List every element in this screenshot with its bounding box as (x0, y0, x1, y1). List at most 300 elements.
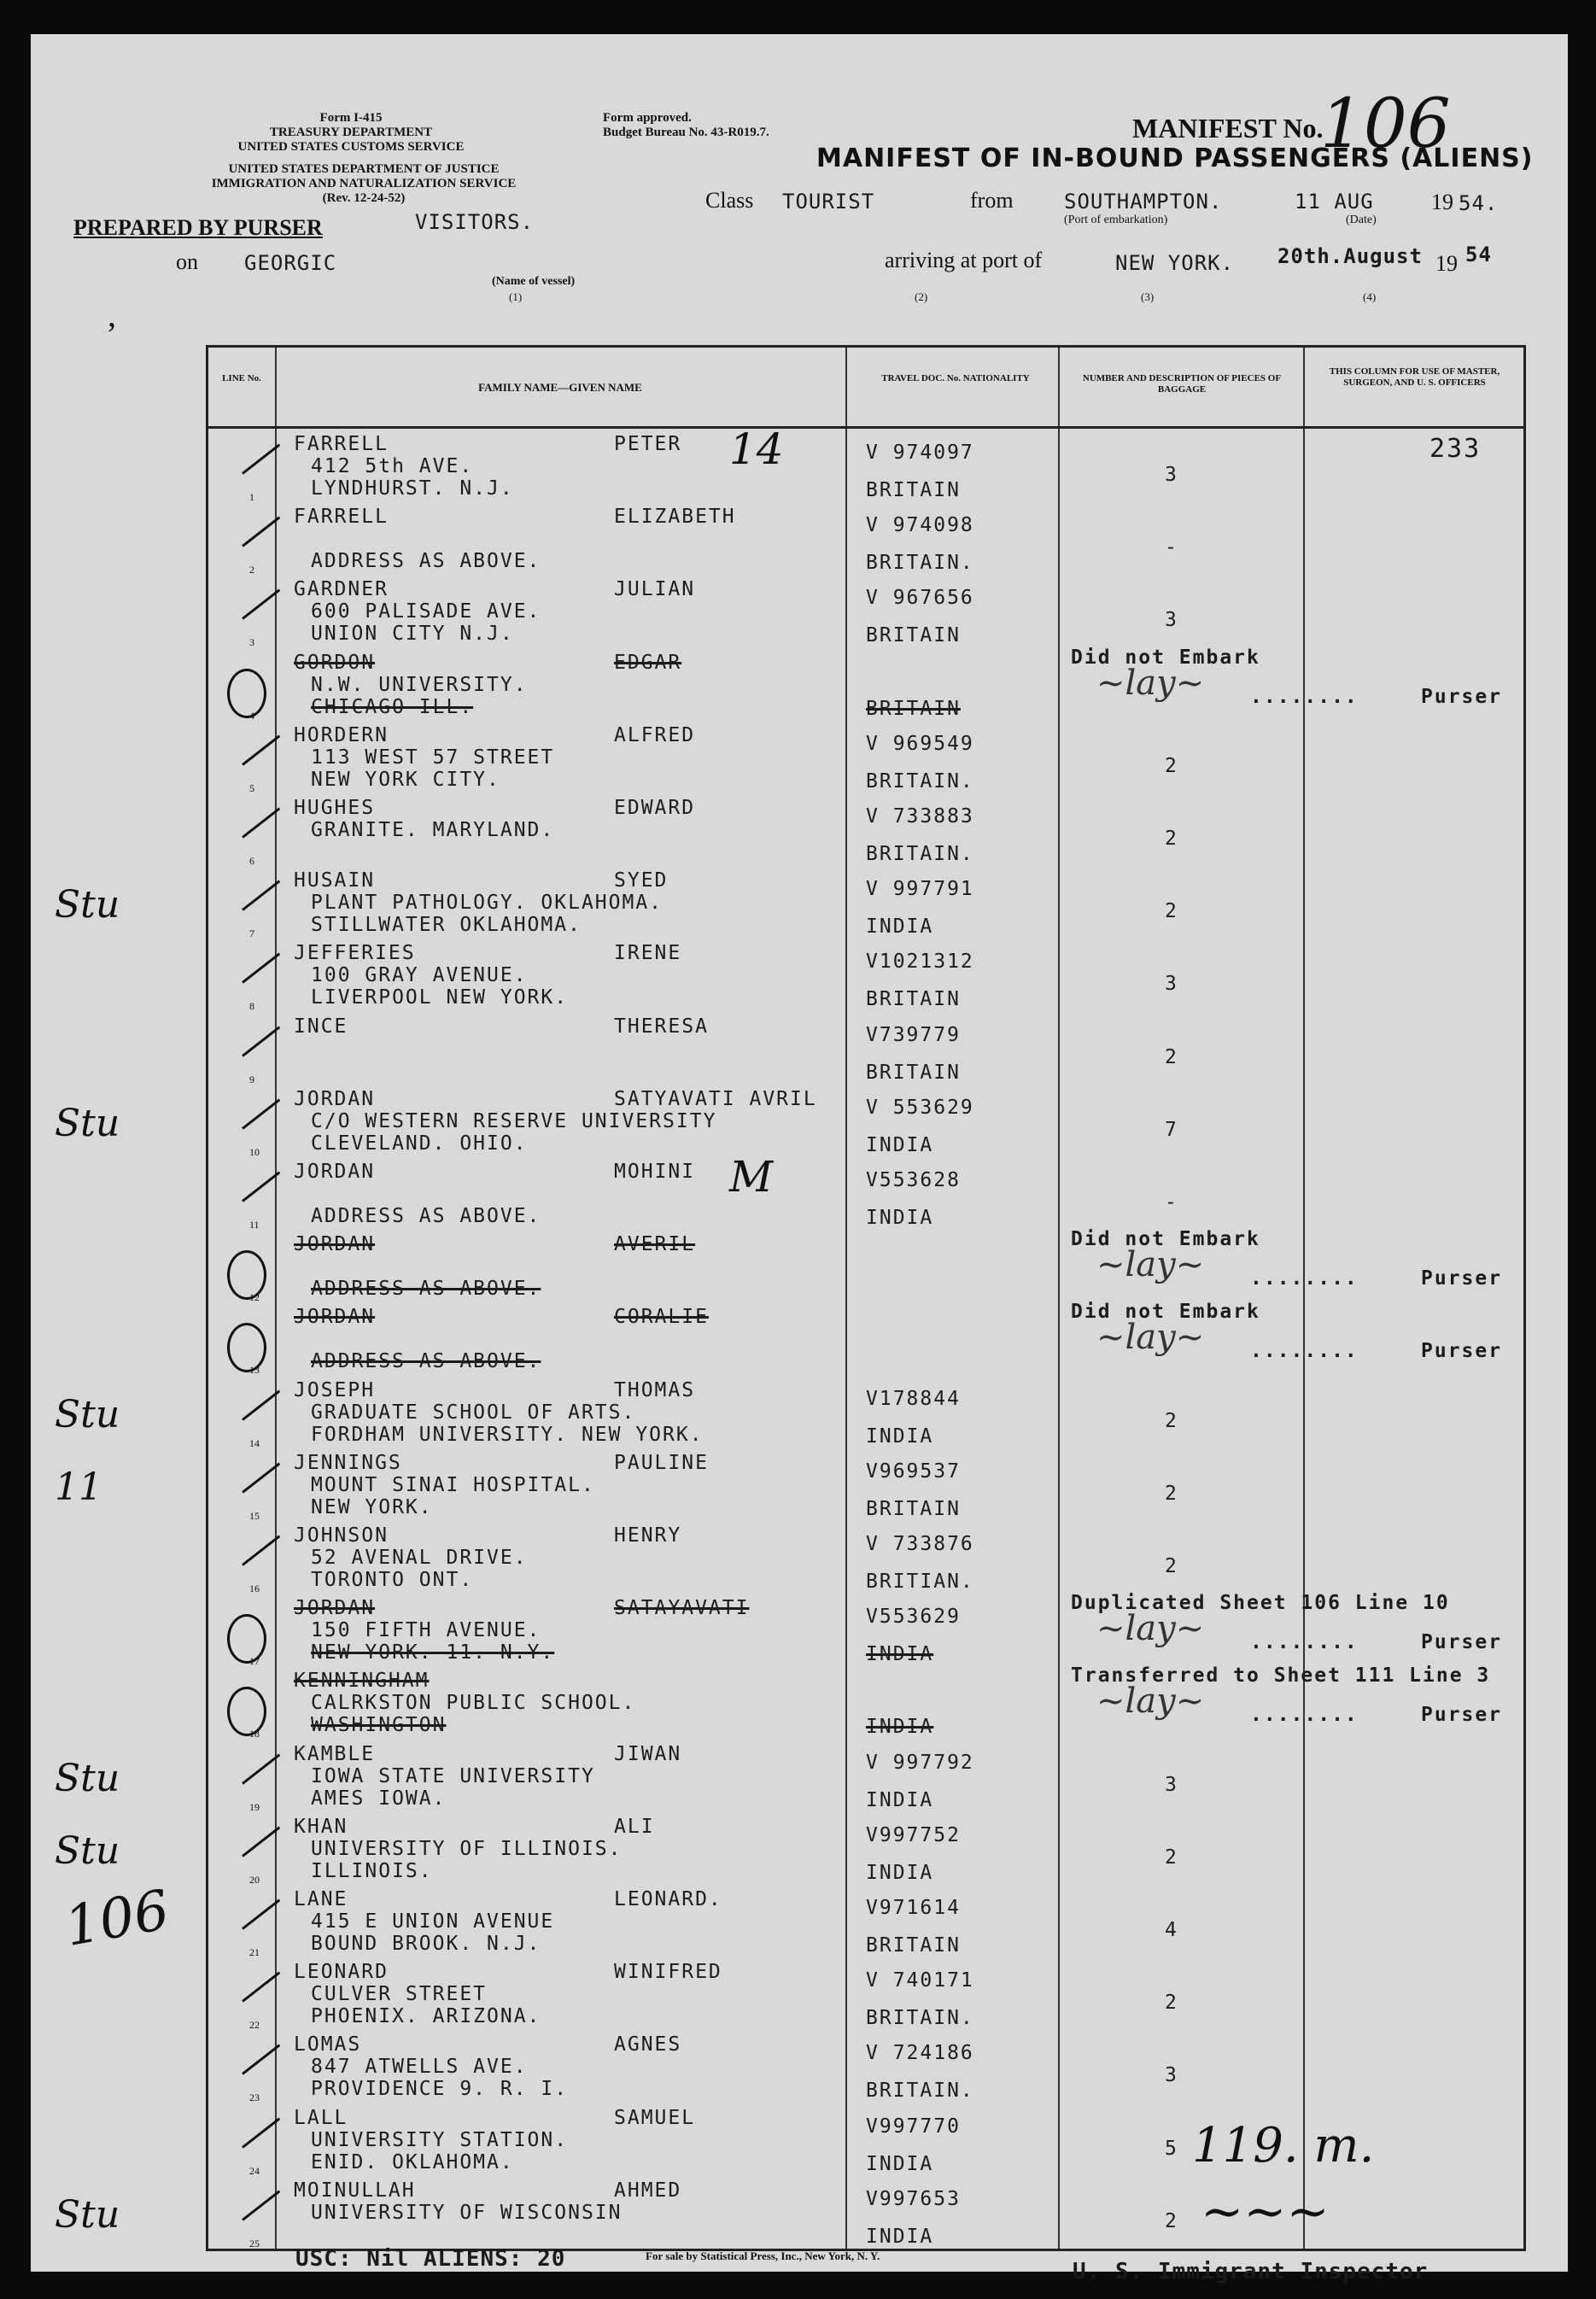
line-number: 7 (249, 927, 254, 940)
from-label: from (970, 188, 1014, 213)
address-line-2: BOUND BROOK. N.J. (311, 1933, 541, 1955)
family-name: JORDAN (294, 1233, 376, 1256)
address-line-1: PLANT PATHOLOGY. OKLAHOMA. (311, 892, 664, 915)
line-number: 17 (249, 1655, 260, 1668)
col-num-1: (1) (509, 290, 523, 303)
col-header-name: FAMILY NAME—GIVEN NAME (478, 381, 642, 394)
family-name: GORDON (294, 651, 376, 674)
baggage-count: 3 (1165, 2064, 1178, 2087)
baggage-count: 5 (1165, 2137, 1178, 2160)
margin-note: Stu (55, 1756, 120, 1800)
address-line-1: 847 ATWELLS AVE. (311, 2056, 528, 2079)
given-name: JULIAN (614, 578, 696, 601)
family-name: INCE (294, 1015, 348, 1038)
family-name: HORDERN (294, 723, 389, 746)
address-line-1: 113 WEST 57 STREET (311, 746, 555, 769)
address-line-2: NEW YORK CITY. (311, 768, 500, 791)
purser-signature: ~lay~ (1096, 1682, 1205, 1722)
address-line-2: UNION CITY N.J. (311, 623, 514, 646)
margin-note: Stu (55, 1828, 120, 1873)
line-number: 6 (249, 855, 254, 867)
line-number: 19 (249, 1800, 260, 1813)
check-mark (242, 1826, 280, 1857)
vessel-name: GEORGIC (244, 251, 337, 275)
table-row (208, 1957, 1523, 2031)
table-row (208, 939, 1523, 1012)
line-number: 15 (249, 1509, 260, 1522)
col-num-3: (3) (1141, 290, 1155, 303)
manifest-table (55, 345, 1526, 2251)
table-row (208, 1012, 1523, 1085)
travel-doc-number: V 740171 (866, 1969, 974, 1992)
arrival-date: 20th.August (1277, 244, 1423, 268)
line-number: 20 (249, 1873, 260, 1886)
given-name: ALFRED (614, 723, 696, 746)
table-row (208, 575, 1523, 648)
purser-label: ........ (1250, 1631, 1359, 1654)
family-name: HUGHES (294, 797, 376, 819)
justice-block: UNITED STATES DEPARTMENT OF JUSTICE IMMIGRATION AND NATURALIZATION SERVICE (Rev. 12-24-52) (211, 162, 517, 205)
given-name: PAULINE (614, 1451, 709, 1474)
family-name: JORDAN (294, 1087, 376, 1110)
line-number: 13 (249, 1364, 260, 1377)
baggage-count: 2 (1165, 1409, 1178, 1432)
arriving-label: arriving at port of (885, 248, 1043, 272)
address-line-1: 600 PALISADE AVE. (311, 600, 541, 623)
travel-doc-number: V 733876 (866, 1533, 974, 1555)
baggage-count: 2 (1165, 1045, 1178, 1068)
given-name: THERESA (614, 1015, 709, 1038)
check-mark (242, 1753, 280, 1784)
given-name: AGNES (614, 2033, 682, 2056)
given-name: MOHINI (614, 1161, 696, 1183)
check-mark (242, 589, 280, 620)
line-number: 12 (249, 1291, 260, 1304)
margin-note: Stu (55, 883, 120, 927)
family-name: LEONARD (294, 1961, 389, 1984)
nationality: INDIA (866, 1643, 934, 1666)
given-name: JIWAN (614, 1742, 682, 1765)
table-row (208, 793, 1523, 867)
arrival-port: NEW YORK. (1115, 251, 1235, 275)
on-label: on (176, 249, 198, 274)
family-name: LALL (294, 2106, 348, 2129)
line-number: 23 (249, 2091, 260, 2104)
table-row (208, 1594, 1523, 1667)
circled-line-number (227, 1250, 266, 1300)
nationality: INDIA (866, 1133, 934, 1156)
travel-doc-number: V 967656 (866, 587, 974, 610)
address-line-1: 412 5th AVE. (311, 455, 474, 477)
address-line-2: ADDRESS AS ABOVE. (311, 1278, 541, 1301)
address-line-1: CALRKSTON PUBLIC SCHOOL. (311, 1692, 636, 1715)
address-line-2: PHOENIX. ARIZONA. (311, 2005, 541, 2028)
baggage-count: 3 (1165, 1773, 1178, 1796)
table-row (208, 721, 1523, 794)
address-line-1: CULVER STREET (311, 1983, 488, 2006)
family-name: JOSEPH (294, 1378, 376, 1401)
line-number: 5 (249, 781, 254, 794)
table-row (55, 1740, 1523, 1813)
travel-doc-number: V 724186 (866, 2042, 974, 2065)
nationality: INDIA (866, 1788, 934, 1811)
inspector-signature: ~~~ (1201, 2182, 1330, 2242)
given-name: THOMAS (614, 1378, 696, 1401)
line-number: 25 (249, 2237, 260, 2249)
check-mark (242, 2117, 280, 2148)
check-mark (242, 517, 280, 547)
line-number: 22 (249, 2019, 260, 2032)
address-line-2: PROVIDENCE 9. R. I. (311, 2078, 569, 2101)
line-number: 18 (249, 1728, 260, 1740)
year-prefix: 19 (1431, 190, 1453, 214)
travel-doc-number: V 553629 (866, 1096, 974, 1119)
form-block-left: Form I-415 TREASURY DEPARTMENT UNITED STATES CUSTOMS SERVICE (237, 111, 465, 154)
travel-doc-number: V 969549 (866, 732, 974, 755)
family-name: GARDNER (294, 578, 389, 601)
travel-doc-number: V969537 (866, 1460, 961, 1483)
nationality: BRITAIN. (866, 769, 974, 793)
line-number: 14 (249, 1436, 260, 1449)
address-line-2: STILLWATER OKLAHOMA. (311, 914, 582, 937)
address-line-2: NEW YORK. 11. N.Y. (311, 1641, 555, 1664)
nationality: BRITAIN (866, 697, 961, 720)
given-name: AHMED (614, 2179, 682, 2202)
given-name: EDGAR (614, 651, 682, 674)
travel-doc-number: V178844 (866, 1387, 961, 1410)
nationality: BRITAIN (866, 1061, 961, 1084)
margin-comma: , (108, 295, 116, 334)
line-number: 21 (249, 1946, 260, 1958)
table-row (208, 1302, 1523, 1376)
officer-note: Did not Embark (1071, 1228, 1260, 1251)
given-name: ELIZABETH (614, 506, 736, 529)
col-header-line: LINE No. (222, 373, 261, 383)
travel-doc-number: V 974097 (866, 442, 974, 464)
year-value: 54. (1459, 191, 1499, 215)
baggage-count: 2 (1165, 900, 1178, 923)
manifest-number-label: MANIFEST No. (1132, 113, 1324, 143)
family-name: JORDAN (294, 1597, 376, 1620)
officer-note: Did not Embark (1071, 646, 1260, 669)
nationality: BRITAIN. (866, 843, 974, 865)
col-header-baggage: NUMBER AND DESCRIPTION OF PIECES OF BAGGAGE (1082, 373, 1282, 395)
check-mark (242, 1026, 280, 1056)
table-row (55, 1812, 1523, 1886)
margin-106: 106 (60, 1878, 174, 1960)
purser-title: Purser (1421, 1267, 1503, 1290)
purser-title: Purser (1421, 1704, 1503, 1727)
handwritten-total: 119. m. (1192, 2118, 1375, 2173)
purser-label: ........ (1250, 1704, 1359, 1727)
purser-label: ........ (1250, 1340, 1359, 1363)
purser-signature: ~lay~ (1096, 663, 1205, 703)
family-name: LOMAS (294, 2033, 362, 2056)
vessel-caption: (Name of vessel) (492, 275, 576, 288)
given-name: SYED (614, 869, 669, 892)
check-mark (242, 1972, 280, 2003)
family-name: KHAN (294, 1815, 348, 1838)
circled-line-number (227, 669, 266, 718)
given-name: IRENE (614, 942, 682, 965)
travel-doc-number: V997752 (866, 1823, 961, 1846)
handwritten-mark: 14 (729, 424, 784, 474)
baggage-count: 2 (1165, 1992, 1178, 2015)
travel-doc-number: V739779 (866, 1023, 961, 1046)
class-label: Class (705, 188, 754, 213)
baggage-count: 2 (1165, 828, 1178, 850)
arrival-year-prefix: 19 (1435, 251, 1458, 276)
table-row (208, 1230, 1523, 1303)
nationality: BRITIAN. (866, 1571, 974, 1593)
port-caption: (Port of embarkation) (1064, 214, 1168, 226)
check-mark (242, 1898, 280, 1929)
address-line-1: GRANITE. MARYLAND. (311, 819, 555, 841)
check-mark (242, 734, 280, 765)
table-row (55, 866, 1523, 940)
baggage-count: - (1165, 1191, 1178, 1214)
purser-title: Purser (1421, 685, 1503, 708)
purser-label: ........ (1250, 685, 1359, 708)
family-name: KAMBLE (294, 1742, 376, 1765)
arrival-year: 54 (1465, 243, 1492, 266)
travel-doc-number: V 974098 (866, 514, 974, 537)
given-name: LEONARD. (614, 1888, 722, 1910)
check-mark (242, 1389, 280, 1420)
visitors-label: VISITORS. (415, 210, 535, 234)
margin-note: Stu (55, 1392, 120, 1436)
line-number: 4 (249, 709, 254, 722)
line-number: 2 (249, 564, 254, 576)
baggage-count: 4 (1165, 1919, 1178, 1941)
table-row (208, 1666, 1523, 1740)
travel-doc-number: V997653 (866, 2187, 961, 2210)
travel-doc-number: V553629 (866, 1606, 961, 1629)
address-line-2: WASHINGTON (311, 1714, 447, 1737)
nationality: INDIA (866, 1861, 934, 1884)
nationality: INDIA (866, 1207, 934, 1229)
address-line-2: ADDRESS AS ABOVE. (311, 550, 541, 573)
check-mark (242, 953, 280, 984)
given-name: CORALIE (614, 1306, 709, 1329)
baggage-count: 2 (1165, 1482, 1178, 1505)
col-header-doc: TRAVEL DOC. No. NATIONALITY (881, 373, 1030, 383)
baggage-count: 3 (1165, 973, 1178, 996)
given-name: WINIFRED (614, 1961, 722, 1984)
check-mark (242, 443, 280, 474)
family-name: JENNINGS (294, 1451, 402, 1474)
purser-signature: ~lay~ (1096, 1609, 1205, 1649)
line-number: 1 (249, 491, 254, 503)
nationality: INDIA (866, 1424, 934, 1448)
travel-doc-number: V971614 (866, 1897, 961, 1919)
table-row (208, 1152, 1523, 1231)
baggage-count: 2 (1165, 1555, 1178, 1577)
baggage-count: 2 (1165, 2209, 1178, 2232)
family-name: JORDAN (294, 1161, 376, 1183)
nationality: INDIA (866, 916, 934, 939)
given-name: SATYAVATI AVRIL (614, 1087, 817, 1110)
check-mark (242, 880, 280, 911)
given-name: PETER (614, 433, 682, 455)
nationality: BRITAIN. (866, 2080, 974, 2103)
line-number: 10 (249, 1145, 260, 1158)
from-value: SOUTHAMPTON. (1064, 190, 1223, 214)
address-line-1: UNIVERSITY OF ILLINOIS. (311, 1837, 623, 1860)
address-line-2: LIVERPOOL NEW YORK. (311, 986, 569, 1009)
nationality: BRITAIN. (866, 2007, 974, 2030)
address-line-1: GRADUATE SCHOOL OF ARTS. (311, 1401, 636, 1424)
baggage-count: 3 (1165, 464, 1178, 486)
nationality: INDIA (866, 2225, 934, 2248)
family-name: MOINULLAH (294, 2179, 416, 2202)
table-row (208, 1885, 1523, 1958)
address-line-1: MOUNT SINAI HOSPITAL. (311, 1473, 595, 1496)
baggage-count: - (1165, 536, 1178, 559)
given-name: ALI (614, 1815, 655, 1838)
table-row (208, 502, 1523, 576)
circled-line-number (227, 1323, 266, 1372)
check-mark (242, 1462, 280, 1493)
table-row (208, 2030, 1523, 2103)
table-row (55, 1085, 1523, 1158)
officer-entry: 233 (1429, 434, 1482, 464)
address-line-2: ADDRESS AS ABOVE. (311, 1205, 541, 1227)
col-num-2: (2) (915, 290, 928, 303)
nationality: BRITAIN (866, 624, 961, 647)
address-line-2: LYNDHURST. N.J. (311, 477, 514, 500)
address-line-1: 150 FIFTH AVENUE. (311, 1619, 541, 1642)
departure-date: 11 AUG (1295, 190, 1374, 214)
purser-title: Purser (1421, 1631, 1503, 1654)
given-name: EDWARD (614, 797, 696, 819)
nationality: INDIA (866, 1716, 934, 1739)
class-value: TOURIST (782, 190, 875, 214)
purser-label: ........ (1250, 1267, 1359, 1290)
margin-note: 11 (55, 1465, 102, 1509)
manifest-title: MANIFEST OF IN-BOUND PASSENGERS (ALIENS) (816, 143, 1534, 173)
margin-note: Stu (55, 2192, 120, 2237)
circled-line-number (227, 1687, 266, 1736)
address-line-1: UNIVERSITY STATION. (311, 2128, 569, 2151)
col-header-officers: THIS COLUMN FOR USE OF MASTER, SURGEON, AND U. S. OFFICERS (1329, 366, 1500, 388)
officer-note: Did not Embark (1071, 1301, 1260, 1324)
address-line-2: NEW YORK. (311, 1495, 433, 1518)
header-rule (208, 426, 1523, 429)
nationality: BRITAIN. (866, 552, 974, 575)
travel-doc-number: V 997792 (866, 1751, 974, 1774)
printer-note: For sale by Statistical Press, Inc., New York, N. Y. (646, 2249, 880, 2262)
check-mark (242, 2190, 280, 2220)
officer-note: Duplicated Sheet 106 Line 10 (1071, 1592, 1450, 1615)
check-mark (242, 2045, 280, 2075)
family-name: JORDAN (294, 1306, 376, 1329)
address-line-2: ADDRESS AS ABOVE. (311, 1350, 541, 1373)
line-number: 16 (249, 1582, 260, 1594)
manifest-page (31, 34, 1568, 2284)
travel-doc-number: V 997791 (866, 878, 974, 901)
family-name: LANE (294, 1888, 348, 1910)
form-approved: Form approved. Budget Bureau No. 43-R019.7. (603, 111, 769, 139)
family-name: HUSAIN (294, 869, 376, 892)
address-line-1: 415 E UNION AVENUE (311, 1910, 555, 1933)
line-number: 3 (249, 636, 254, 649)
check-mark (242, 1535, 280, 1565)
nationality: BRITAIN (866, 988, 961, 1011)
table-row (55, 1448, 1523, 1522)
table-row (208, 648, 1523, 722)
address-line-2: ILLINOIS. (311, 1859, 433, 1882)
line-number: 24 (249, 2164, 260, 2177)
address-line-2: FORDHAM UNIVERSITY. NEW YORK. (311, 1423, 704, 1446)
address-line-2: CHICAGO ILL. (311, 695, 474, 718)
line-number: 11 (249, 1219, 260, 1231)
travel-doc-number: V553628 (866, 1169, 961, 1191)
address-line-2: ENID. OKLAHOMA. (311, 2150, 514, 2173)
purser-signature: ~lay~ (1096, 1318, 1205, 1358)
date-caption: (Date) (1346, 214, 1377, 226)
check-mark (242, 1098, 280, 1129)
family-name: JEFFERIES (294, 942, 416, 965)
nationality: BRITAIN (866, 479, 961, 501)
line-number: 8 (249, 1000, 254, 1013)
check-mark (242, 1171, 280, 1202)
baggage-count: 2 (1165, 1846, 1178, 1869)
nationality: INDIA (866, 2152, 934, 2175)
nationality: BRITAIN (866, 1497, 961, 1520)
address-line-1: C/O WESTERN RESERVE UNIVERSITY (311, 1109, 717, 1132)
address-line-1: UNIVERSITY OF WISCONSIN (311, 2201, 623, 2224)
purser-signature: ~lay~ (1096, 1245, 1205, 1285)
manifest-number: 106 (1320, 84, 1451, 163)
address-line-2: TORONTO ONT. (311, 1569, 474, 1591)
col-num-4: (4) (1363, 290, 1377, 303)
address-line-2: AMES IOWA. (311, 1787, 447, 1810)
address-line-2: CLEVELAND. OHIO. (311, 1132, 528, 1155)
baggage-count: 7 (1165, 1118, 1178, 1141)
table-row (208, 1521, 1523, 1594)
family-name: JOHNSON (294, 1524, 389, 1547)
line-number: 9 (249, 1073, 254, 1085)
table-row (55, 1376, 1523, 1449)
given-name: SATAYAVATI (614, 1597, 750, 1620)
table-row (208, 424, 1523, 503)
margin-note: Stu (55, 1101, 120, 1145)
baggage-count: 2 (1165, 754, 1178, 777)
travel-doc-number: V997770 (866, 2115, 961, 2138)
usc-summary: USC: Nil ALIENS: 20 (295, 2246, 566, 2272)
family-name: FARRELL (294, 433, 389, 455)
travel-doc-number: V1021312 (866, 951, 974, 974)
handwritten-mark: M (729, 1152, 774, 1202)
purser-title: Purser (1421, 1340, 1503, 1363)
address-line-1: IOWA STATE UNIVERSITY (311, 1764, 595, 1787)
circled-line-number (227, 1614, 266, 1664)
given-name: AVERIL (614, 1233, 696, 1256)
family-name: KENNINGHAM (294, 1670, 430, 1693)
prepared-by: PREPARED BY PURSER (73, 215, 323, 240)
given-name: HENRY (614, 1524, 682, 1547)
check-mark (242, 807, 280, 838)
address-line-1: 52 AVENAL DRIVE. (311, 1547, 528, 1569)
inspector-label: U. S. Immigrant Inspector (1073, 2259, 1429, 2284)
nationality: BRITAIN (866, 1934, 961, 1957)
family-name: FARRELL (294, 506, 389, 529)
officer-note: Transferred to Sheet 111 Line 3 (1071, 1664, 1491, 1688)
address-line-1: 100 GRAY AVENUE. (311, 964, 528, 987)
given-name: SAMUEL (614, 2106, 696, 2129)
baggage-count: 3 (1165, 609, 1178, 632)
